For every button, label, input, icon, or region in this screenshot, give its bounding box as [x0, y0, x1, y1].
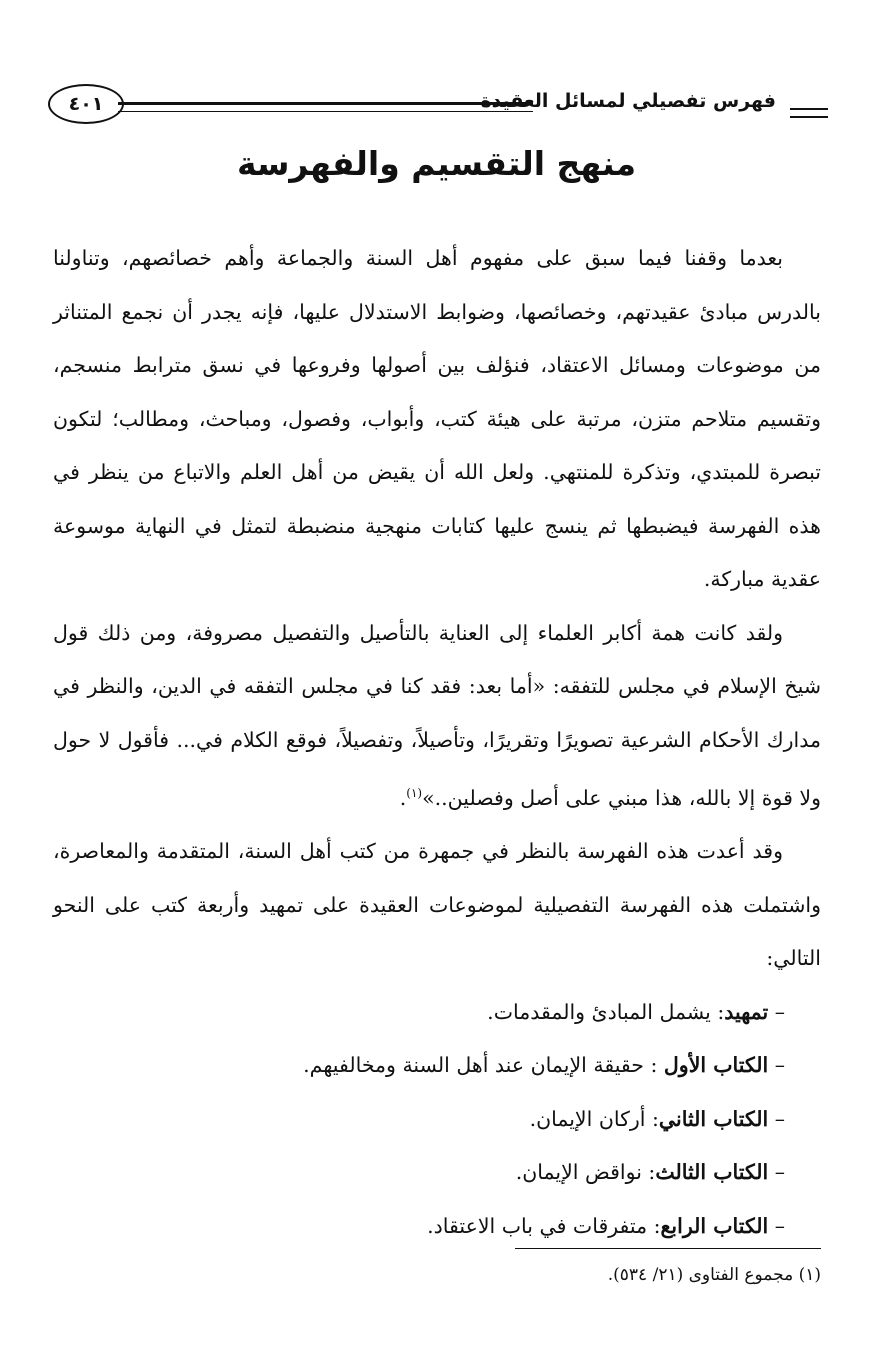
- running-title: فهرس تفصيلي لمسائل العقيدة: [480, 90, 776, 112]
- item-label: الكتاب الأول: [663, 1053, 769, 1078]
- page-number: ٤٠١: [48, 84, 124, 124]
- list-item: [53, 1093, 821, 1147]
- paragraph-sources: وقد أعدت هذه الفهرسة بالنظر في جمهرة من كتب أهل السنة، المتقدمة والمعاصرة، واشتملت هذه الفهرسة التفصيلية لموضوعات العقيدة على تمهيد وأربعة كتب على النحو التالي:: [53, 839, 821, 971]
- paragraph-intro: بعدما وقفنا فيما سبق على مفهوم أهل السنة والجماعة وأهم خصائصهم، وتناولنا بالدرس مبادئ عقيدتهم، وخصائصها، وضوابط الاستدلال عليها، فإنه يجدر أن نجمع المتناثر من موضوعات ومسائل الاعتقاد، فنؤلف بين أصولها وفروعها في نسق مترابط منسجم، وتقسيم متلاحم متزن، مرتبة على هيئة كتب، وأبواب، وفصول، ومباحث، ومطالب؛ لتكون تبصرة للمبتدي، وتذكرة للمنتهي. ولعل الله أن يقيض من أهل العلم والاتباع من ينظر في هذه الفهرسة فيضبطها ثم ينسج عليها كتابات منهجية منضبطة لتمثل في النهاية موسوعة عقدية مباركة.: [53, 246, 821, 591]
- running-header: [48, 84, 828, 128]
- item-text: : نواقض الإيمان.: [515, 1160, 656, 1185]
- footnote: (١) مجموع الفتاوى (٢١/ ٥٣٤).: [607, 1265, 821, 1285]
- item-label: تمهيد: [724, 999, 769, 1024]
- header-rule: [118, 102, 533, 112]
- list-item: [53, 1200, 821, 1254]
- quote-text: ولقد كانت همة أكابر العلماء إلى العناية بالتأصيل والتفصيل مصروفة، ومن ذلك قول شيخ الإسلام في مجلس للتفقه: «أما بعد: فقد كنا في مجلس التفقه في الدين، والنظر في مدارك الأحكام الشرعية تصويرًا وتقريرًا، وتأصيلاً، وتفصيلاً، فوقع الكلام في... فأقول لا حول ولا قوة إلا بالله، هذا مبني على أصل وفصلين..»: [53, 620, 821, 810]
- item-text: : أركان الإيمان.: [529, 1106, 659, 1131]
- list-item: [53, 986, 821, 1040]
- chapter-title: منهج التقسيم والفهرسة: [236, 144, 637, 183]
- footnote-rule: [515, 1248, 821, 1249]
- body-text: [53, 232, 821, 1253]
- list-dash: –: [768, 999, 785, 1024]
- item-text: : حقيقة الإيمان عند أهل السنة ومخالفيهم.: [303, 1053, 664, 1078]
- list-item: [53, 1039, 821, 1093]
- list-item: [53, 1146, 821, 1200]
- list-dash: –: [768, 1053, 785, 1078]
- list-dash: –: [768, 1160, 785, 1185]
- quote-end: .: [399, 785, 407, 810]
- item-text: : يشمل المبادئ والمقدمات.: [487, 999, 725, 1024]
- list-dash: –: [768, 1106, 785, 1131]
- paragraph-quote: [53, 607, 821, 826]
- footnote-ref[interactable]: (١): [406, 786, 423, 800]
- book-list: [53, 986, 821, 1254]
- item-text: : متفرقات في باب الاعتقاد.: [427, 1213, 661, 1238]
- list-dash: –: [768, 1213, 785, 1238]
- item-label: الكتاب الثاني: [658, 1106, 769, 1131]
- item-label: الكتاب الثالث: [655, 1160, 769, 1185]
- header-dash: [790, 108, 828, 118]
- item-label: الكتاب الرابع: [660, 1213, 769, 1238]
